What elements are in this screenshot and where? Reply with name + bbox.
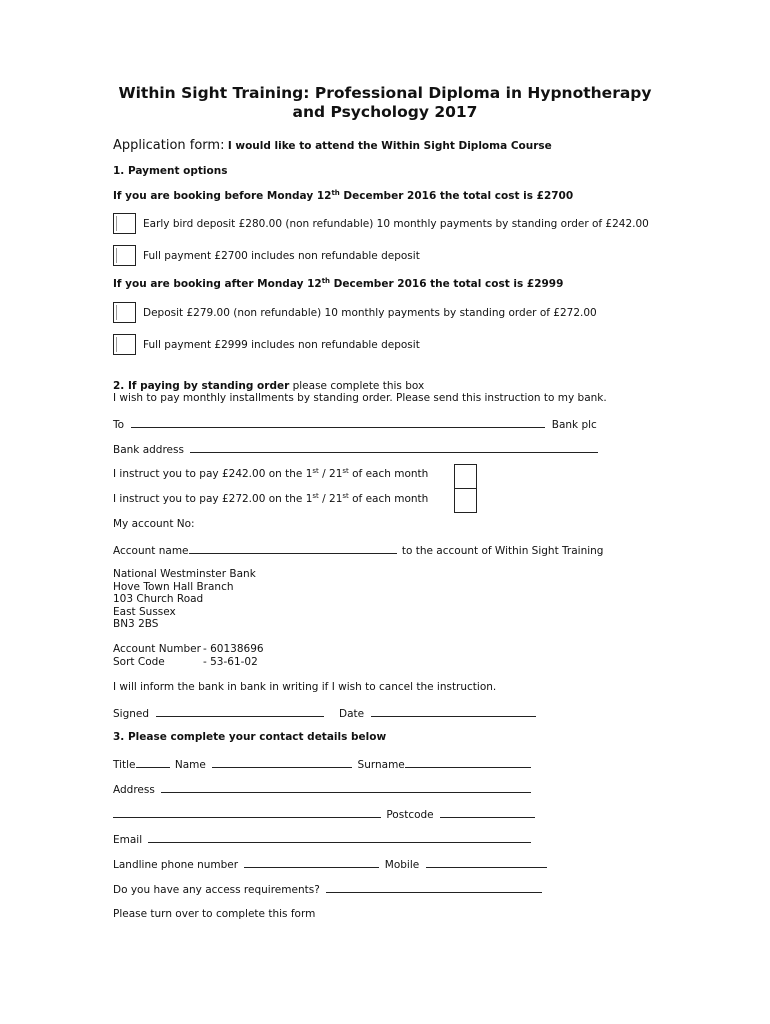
account-name-field[interactable]: [189, 543, 397, 554]
booking-after-pre: If you are booking after Monday 12: [113, 278, 322, 290]
full-payment-2999-label: Full payment £2999 includes non refundable deposit: [143, 339, 420, 351]
section3-heading: 3. Please complete your contact details below: [113, 731, 387, 743]
address-row: [113, 782, 531, 796]
document-title-line1: Within Sight Training: Professional Diploma in Hypnotherapy: [118, 84, 652, 102]
signature-field[interactable]: [156, 706, 324, 717]
full-payment-2999-checkbox[interactable]: [113, 334, 136, 355]
instruct-242-mid: / 21: [318, 468, 343, 480]
address-line2-field[interactable]: [113, 807, 381, 818]
access-label: Do you have any access requirements?: [113, 884, 320, 896]
deposit-279-label: Deposit £279.00 (non refundable) 10 monthly payments by standing order of £272.00: [143, 307, 597, 319]
surname-label: Surname: [357, 759, 405, 771]
full-payment-2700-checkbox[interactable]: [113, 245, 136, 266]
name-field[interactable]: [212, 757, 352, 768]
instruct-272-pre: I instruct you to pay £272.00 on the 1: [113, 493, 313, 505]
date-field[interactable]: [371, 706, 536, 717]
turn-over-text: Please turn over to complete this form: [113, 908, 316, 920]
email-field[interactable]: [148, 832, 531, 843]
email-row: [113, 832, 531, 846]
booking-before-sup: th: [331, 189, 340, 197]
landline-label: Landline phone number: [113, 859, 239, 871]
full-payment-2700-label: Full payment £2700 includes non refundable deposit: [143, 250, 420, 262]
sort-code-label: Sort Code: [113, 656, 165, 668]
instruct-242-pre: I instruct you to pay £242.00 on the 1: [113, 468, 313, 480]
bank-address-row: [113, 442, 598, 456]
instruct-272-sup1: st: [312, 492, 319, 500]
deposit-279-checkbox[interactable]: [113, 302, 136, 323]
email-label: Email: [113, 834, 143, 846]
instruct-272-sup2: st: [342, 492, 349, 500]
instruct-242-sup1: st: [312, 467, 319, 475]
application-text: I would like to attend the Within Sight Diploma Course: [227, 140, 552, 152]
bank-line: National Westminster Bank: [113, 568, 256, 580]
surname-field[interactable]: [405, 757, 531, 768]
title-field[interactable]: [136, 757, 170, 768]
bank-line: East Sussex: [113, 605, 176, 618]
bank-line: 103 Church Road: [113, 593, 204, 605]
access-field[interactable]: [326, 882, 542, 893]
to-bank-row: [113, 417, 597, 431]
booking-after-sup: th: [321, 277, 331, 285]
account-number-value: - 60138696: [203, 643, 264, 655]
signed-label: Signed: [113, 708, 150, 720]
early-bird-checkbox[interactable]: [113, 213, 136, 234]
section2-heading-bold: 2. If paying by standing order: [113, 380, 290, 392]
postcode-label: Postcode: [386, 809, 434, 821]
mobile-label: Mobile: [384, 859, 420, 871]
instruct-242-sup2: st: [342, 467, 349, 475]
cancel-instruction-text: I will inform the bank in bank in writing if I wish to cancel the instruction.: [113, 681, 497, 693]
bank-plc-label: Bank plc: [551, 419, 597, 431]
account-number-label: Account Number: [113, 643, 201, 655]
standing-order-wish: I wish to pay monthly installments by standing order. Please send this instruction to my bank.: [113, 392, 607, 404]
instruct-272-text: [113, 493, 428, 505]
instruct-272-checkbox[interactable]: [454, 488, 477, 513]
name-row: [113, 757, 531, 771]
bank-name-field[interactable]: [131, 417, 545, 428]
application-line: [113, 138, 552, 153]
booking-after-text: [113, 278, 563, 290]
bank-address-field[interactable]: [190, 442, 598, 453]
early-bird-label: Early bird deposit £280.00 (non refundable) 10 monthly payments by standing order of £242.00: [143, 218, 649, 230]
application-label: Application form:: [113, 138, 225, 153]
document-title-line2: and Psychology 2017: [292, 103, 478, 121]
section1-heading: 1. Payment options: [113, 165, 228, 177]
instruct-272-post: of each month: [348, 493, 429, 505]
instruct-242-text: [113, 468, 428, 480]
bank-line: BN3 2BS: [113, 618, 159, 630]
date-label: Date: [339, 708, 365, 720]
bank-address-label: Bank address: [113, 444, 184, 456]
to-label: To: [113, 419, 125, 431]
to-account-text: to the account of Within Sight Training: [401, 545, 604, 557]
bank-line: Hove Town Hall Branch: [113, 580, 234, 593]
name-label: Name: [174, 759, 206, 771]
instruct-242-checkbox[interactable]: [454, 464, 477, 489]
address-label: Address: [113, 784, 155, 796]
signed-row: [113, 706, 324, 720]
sort-code-value: - 53-61-02: [203, 656, 258, 668]
phone-row: [113, 857, 547, 871]
booking-before-pre: If you are booking before Monday 12: [113, 190, 332, 202]
instruct-242-post: of each month: [348, 468, 429, 480]
title-label: Title: [113, 759, 136, 771]
account-no-label: My account No:: [113, 518, 195, 530]
section2-heading-rest: please complete this box: [289, 380, 425, 392]
postcode-row: [113, 807, 535, 821]
section2-heading: [113, 380, 424, 392]
account-name-row: [113, 543, 603, 557]
mobile-field[interactable]: [426, 857, 547, 868]
date-row: [339, 706, 536, 720]
booking-before-post: December 2016 the total cost is £2700: [339, 190, 574, 202]
postcode-field[interactable]: [440, 807, 535, 818]
landline-field[interactable]: [244, 857, 379, 868]
booking-after-post: December 2016 the total cost is £2999: [330, 278, 564, 290]
address-field[interactable]: [161, 782, 531, 793]
account-name-label: Account name: [113, 545, 189, 557]
access-row: [113, 882, 542, 896]
instruct-272-mid: / 21: [318, 493, 343, 505]
booking-before-text: [113, 190, 573, 202]
bank-details: [113, 568, 256, 631]
